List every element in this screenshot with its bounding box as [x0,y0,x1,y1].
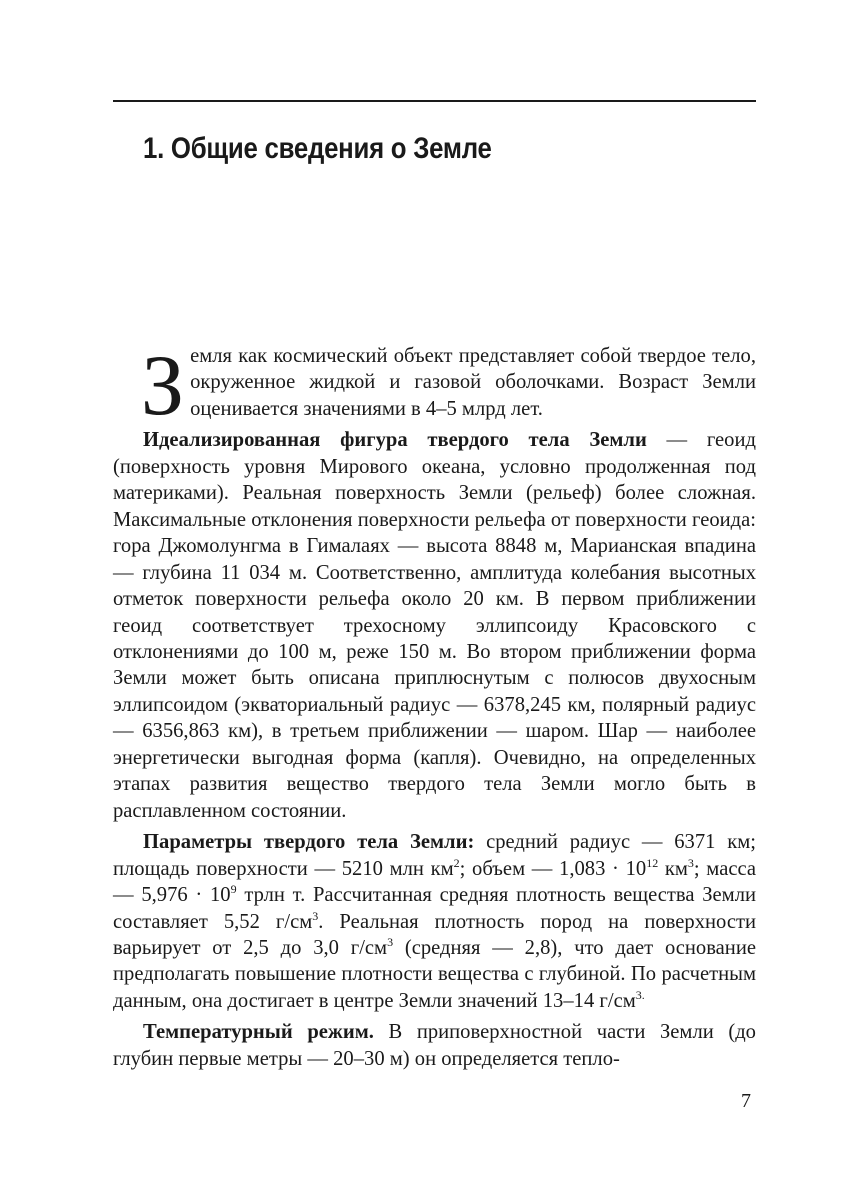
params-sup-7: 3. [635,988,645,1003]
params-sup-5: 3 [312,908,319,923]
temp-paragraph [113,1019,756,1072]
temp-text: В приповерхностной части Земли (до глубин первые метры — 20–30 м) он определяется тепло- [113,1021,756,1070]
params-sup-6: 3 [387,935,394,950]
figure-lead: Идеализированная фигура твердого тела Земли [143,429,647,452]
figure-text: — геоид (поверхность уровня Мирового океана, условно продолженная под материками). Реальная поверхность Земли (рельеф) более сложная. Максимальные отклонения поверхности рельефа от поверхности геоида: гора Джомолунгма в Гималаях — высота 8848 м, Марианская впадина — глубина 11 034 м. Соответственно, амплитуда колебания высотных отметок поверхности рельефа около 20 км. В первом приближении геоид соответствует трехосному эллипсоиду Красовского с отклонениями до 100 м, реже 150 м. Во втором приближении форма Земли может быть описана приплюснутым с полюсов двухосным эллипсоидом (экваториальный радиус — 6378,245 км, полярный радиус — 6356,863 км), в третьем приближении — шаром. Шар — наиболее энергетически выгодная форма (капля). Очевидно, на определенных этапах развития вещество твердого тела Земли могло быть в расплавленном состоянии. [113,429,756,822]
params-sup-2: 12 [646,855,659,870]
params-text-6: . Реальная плотность пород на поверхности варьирует от 2,5 до 3,0 г/см [113,910,756,959]
params-text-5: трлн т. Рассчитанная средняя плотность вещества Земли составляет 5,52 г/см [113,884,757,933]
header-rule [113,100,756,102]
params-text-2: ; объем — 1,083 · 10 [459,857,647,880]
params-text-4: ; масса — 5,976 · 10 [113,857,757,907]
params-sup-3: 3 [687,855,694,870]
params-sup-1: 2 [453,855,460,870]
params-text-3: км [658,857,688,880]
params-text-1: средний радиус — 6371 км; площадь поверхности — 5210 млн км [113,831,756,880]
params-lead: Параметры твердого тела Земли: [143,831,475,854]
intro-paragraph [113,337,756,433]
figure-paragraph [113,427,756,824]
drop-cap: З [141,337,185,433]
chapter-title: 1. Общие сведения о Земле [143,132,492,165]
params-paragraph [113,829,756,1014]
temp-lead: Температурный режим. [143,1021,374,1044]
intro-text: емля как космический объект представляет собой твердое тело, окруженное жидкой и газовой оболочками. Возраст Земли оценивается значениями в 4–5 млрд лет. [190,345,756,420]
params-text-7: (средняя — 2,8), что дает основание предполагать повышение плотности вещества с глубиной. По расчетным данным, она достигает в центре Земли значений 13–14 г/см [113,936,756,1012]
params-sup-4: 9 [230,882,237,897]
page-number: 7 [741,1090,751,1112]
body-text [113,337,757,1072]
